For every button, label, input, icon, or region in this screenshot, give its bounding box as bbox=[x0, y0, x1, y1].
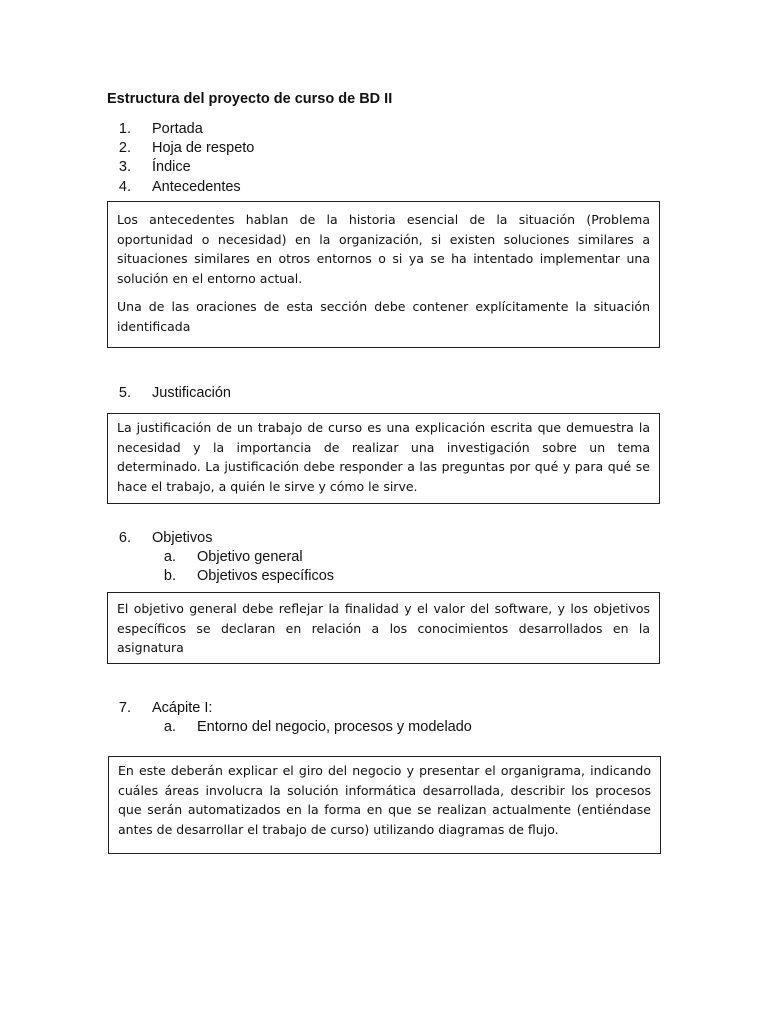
acapite-paragraph: En este deberán explicar el giro del negocio y presentar el organigrama, indicando cuáles áreas involucra la solución informática desarrollada, describir los procesos que serán automatizados en la forma en que se realizan actualmente (entiéndase antes de desarrollar el trabajo de curso) utilizando diagramas de flujo. bbox=[118, 763, 651, 837]
list-item-objetivo-general bbox=[152, 548, 303, 567]
list-number: 3. bbox=[118, 159, 131, 175]
list-letter: a. bbox=[163, 719, 176, 735]
list-item-objetivos-especificos bbox=[152, 567, 335, 586]
list-item-objetivos bbox=[107, 529, 213, 548]
list-text: Objetivos bbox=[152, 530, 213, 546]
list-number: 1. bbox=[118, 121, 131, 137]
list-text: Entorno del negocio, procesos y modelado bbox=[197, 719, 472, 735]
list-item-hoja-de-respeto bbox=[107, 139, 255, 158]
antecedentes-paragraph-2: Una de las oraciones de esta sección debe contener explícitamente la situación identificada bbox=[117, 299, 650, 334]
list-letter: a. bbox=[163, 549, 176, 565]
antecedentes-box bbox=[107, 201, 660, 348]
list-item-entorno-del-negocio bbox=[152, 718, 472, 737]
list-text: Acápite I: bbox=[152, 700, 213, 716]
list-text: Justificación bbox=[152, 385, 231, 401]
justificacion-paragraph: La justificación de un trabajo de curso es una explicación escrita que demuestra la necesidad y la importancia de realizar una investigación sobre un tema determinado. La justificación debe responder a las preguntas por qué y para qué se hace el trabajo, a quién le sirve y cómo le sirve. bbox=[117, 420, 650, 494]
list-number: 6. bbox=[118, 530, 131, 546]
antecedentes-paragraph-1: Los antecedentes hablan de la historia esencial de la situación (Problema oportunidad o necesidad) en la organización, si existen soluciones similares a situaciones similares en otros entornos o si ya se ha intentado implementar una solución en el entorno actual. bbox=[117, 212, 650, 286]
justificacion-box bbox=[107, 413, 660, 504]
objetivos-paragraph: El objetivo general debe reflejar la finalidad y el valor del software, y los objetivos específicos se declaran en relación a los conocimientos desarrollados en la asignatura bbox=[117, 601, 650, 655]
list-text: Objetivo general bbox=[197, 549, 303, 565]
list-item-indice bbox=[107, 158, 191, 177]
list-number: 5. bbox=[118, 385, 131, 401]
list-number: 7. bbox=[118, 700, 131, 716]
list-letter: b. bbox=[163, 568, 176, 584]
objetivos-box bbox=[107, 592, 660, 664]
document-title: Estructura del proyecto de curso de BD II bbox=[107, 91, 393, 107]
list-item-antecedentes bbox=[107, 178, 241, 197]
list-item-acapite bbox=[107, 699, 213, 718]
list-text: Índice bbox=[152, 159, 191, 175]
list-text: Antecedentes bbox=[152, 179, 241, 195]
list-item-justificacion bbox=[107, 384, 231, 403]
list-number: 2. bbox=[118, 140, 131, 156]
list-number: 4. bbox=[118, 179, 131, 195]
list-text: Hoja de respeto bbox=[152, 140, 255, 156]
acapite-box bbox=[108, 756, 661, 854]
list-text: Portada bbox=[152, 121, 203, 137]
list-item-portada bbox=[107, 120, 203, 139]
list-text: Objetivos específicos bbox=[197, 568, 335, 584]
